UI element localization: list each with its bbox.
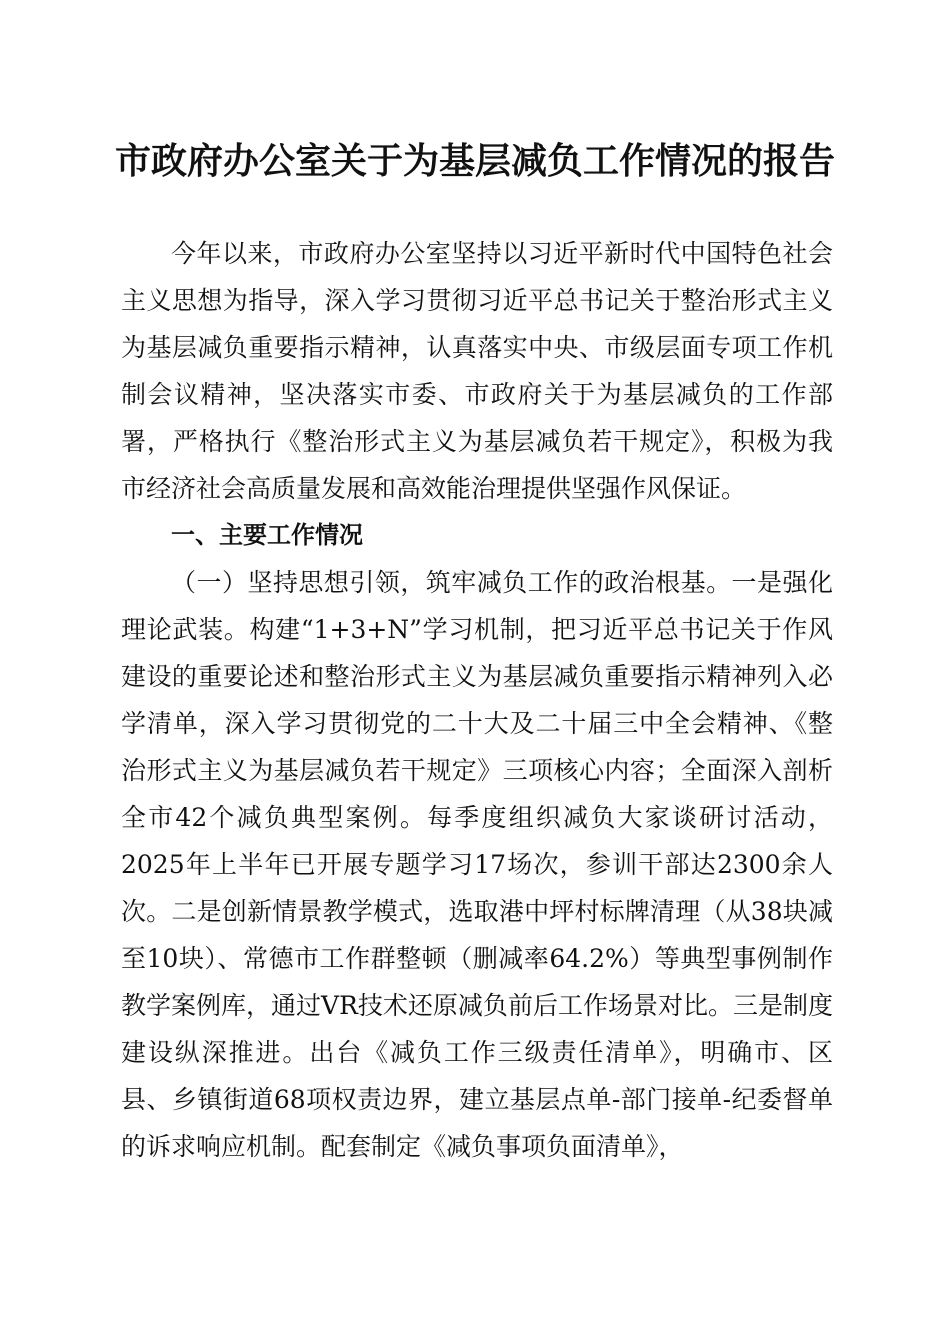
document-title: 市政府办公室关于为基层减负工作情况的报告 — [114, 140, 835, 182]
document-body — [121, 230, 833, 1170]
intro-paragraph: 今年以来，市政府办公室坚持以习近平新时代中国特色社会主义思想为指导，深入学习贯彻习近平总书记关于整治形式主义为基层减负重要指示精神，认真落实中央、市级层面专项工作机制会议精神，坚决落实市委、市政府关于为基层减负的工作部署，严格执行《整治形式主义为基层减负若干规定》，积极为我市经济社会高质量发展和高效能治理提供坚强作风保证。 — [121, 239, 833, 503]
section-heading: 一、主要工作情况 — [171, 521, 363, 549]
section-paragraph: （一）坚持思想引领，筑牢减负工作的政治根基。一是强化理论武装。构建“1+3+N”学习机制，把习近平总书记关于作风建设的重要论述和整治形式主义为基层减负重要指示精神列入必学清单，深入学习贯彻党的二十大及二十届三中全会精神、《整治形式主义为基层减负若干规定》三项核心内容；全面深入剖析全市42个减负典型案例。每季度组织减负大家谈研讨活动，2025年上半年已开展专题学习17场次，参训干部达2300余人次。二是创新情景教学模式，选取港中坪村标牌清理（从38块减至10块）、常德市工作群整顿（删减率64.2%）等典型事例制作教学案例库，通过VR技术还原减负前后工作场景对比。三是制度建设纵深推进。出台《减负工作三级责任清单》，明确市、区县、乡镇街道68项权责边界，建立基层点单-部门接单-纪委督单的诉求响应机制。配套制定《减负事项负面清单》， — [121, 568, 833, 1161]
